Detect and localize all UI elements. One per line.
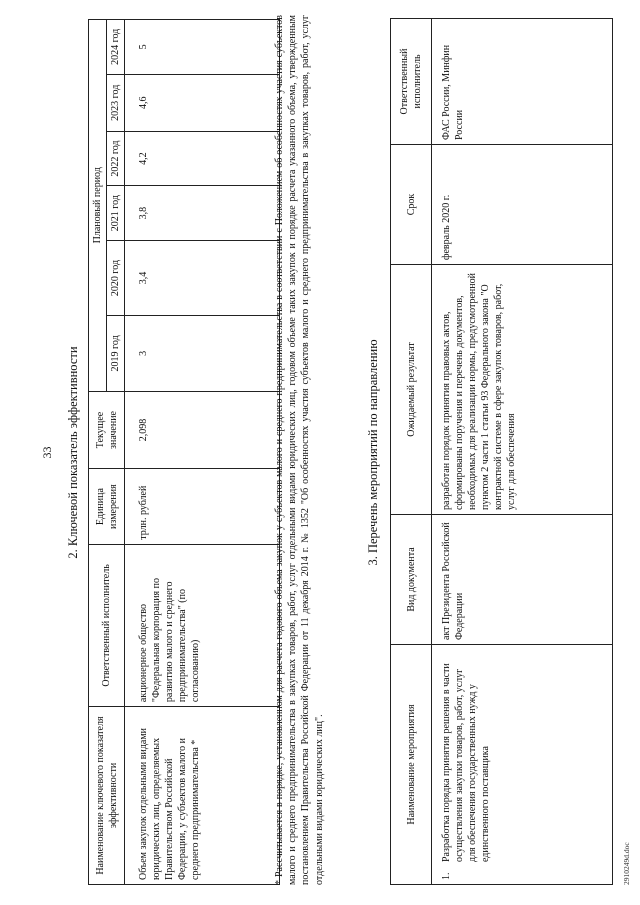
event-deadline-cell: февраль 2020 г. (432, 145, 613, 265)
kpi-responsible-cell: акционерное общество "Федеральная корпорация по развитию малого и среднего предпринимательства" (по согласованию) (125, 544, 280, 706)
kpi-name-cell (125, 707, 280, 885)
kpi-footnote-mark: * (190, 739, 201, 745)
kpi-header-responsible: Ответственный исполнитель (89, 544, 125, 706)
kpi-year-header: 2021 год (107, 186, 125, 241)
event-number: 1. (441, 872, 452, 880)
events-header-name: Наименование мероприятия (391, 645, 432, 885)
kpi-header-unit: Единица измерения (89, 469, 125, 544)
kpi-year-header: 2020 год (107, 240, 125, 315)
kpi-unit-cell: трлн. рублей (125, 469, 280, 544)
event-name: Разработка порядка принятия решения в части осуществления закупки товаров, работ, услуг для обеспечения государственных нужд у единственного поставщика (441, 663, 491, 862)
kpi-value-cell: 4,2 (125, 131, 280, 186)
kpi-header-planned: Плановый период (89, 20, 107, 392)
kpi-current-cell: 2,098 (125, 391, 280, 469)
kpi-value-cell: 4,6 (125, 74, 280, 131)
event-name-cell (432, 645, 613, 885)
events-data-row (432, 19, 613, 885)
kpi-header-current: Текущее значение (89, 391, 125, 469)
event-doc-type-cell: акт Президента Российской Федерации (432, 515, 613, 645)
event-result-cell: разработан порядок принятия правовых актов, сформированы поручения и перечень документов, необходимых для реализации нормы, предусмотренной пунктом 2 части 1 статьи 93 Федерального закона "О контрактной системе в сфере закупок товаров, работ, услуг для обеспечения (432, 265, 613, 515)
section-2-title: 2. Ключевой показатель эффективности (66, 346, 80, 559)
events-header-doc-type: Вид документа (391, 515, 432, 645)
kpi-footnote: * Рассчитывается в порядке, установленном для расчета годового объема закупок у субъектов малого и среднего предпринимательства в соответствии с Положением об особенностях участия субъектов малого и среднего предпринимательства в закупках товаров, работ, услуг отдельными видами юридических лиц, годовом объеме таких закупок и порядке расчета указанного объема, утвержденным постановлением Правительства Российской Федерации от 11 декабря 2014 г. № 1352 "Об особенностях участия субъектов малого и среднего предпринимательства в закупках товаров, работ, услуг отдельными видами юридических лиц". (274, 15, 325, 885)
kpi-data-row (125, 20, 280, 885)
page-number: 33 (40, 446, 54, 459)
kpi-header-name: Наименование ключевого показателя эффективности (89, 707, 125, 885)
event-responsible-cell: ФАС России, Минфин России (432, 19, 613, 145)
kpi-year-header: 2022 год (107, 131, 125, 186)
kpi-year-header: 2024 год (107, 20, 125, 75)
kpi-value-cell: 3 (125, 316, 280, 391)
events-table (390, 18, 613, 885)
kpi-value-cell: 5 (125, 20, 280, 75)
kpi-header-row (89, 20, 107, 885)
section-3-title: 3. Перечень мероприятий по направлению (366, 339, 380, 566)
kpi-year-header: 2023 год (107, 74, 125, 131)
kpi-value-cell: 3,8 (125, 186, 280, 241)
kpi-table (88, 19, 280, 885)
kpi-value-cell: 3,4 (125, 240, 280, 315)
file-name: 2910249d.doc (622, 842, 631, 885)
events-header-responsible: Ответственный исполнитель (391, 19, 432, 145)
events-header-deadline: Срок (391, 145, 432, 265)
kpi-name: Объем закупок отдельными видами юридических лиц, определяемых Правительством Российской Федерации, у субъектов малого и среднего предпринимательства (138, 727, 201, 880)
events-header-result: Ожидаемый результат (391, 265, 432, 515)
events-header-row (391, 19, 432, 885)
kpi-year-header: 2019 год (107, 316, 125, 391)
